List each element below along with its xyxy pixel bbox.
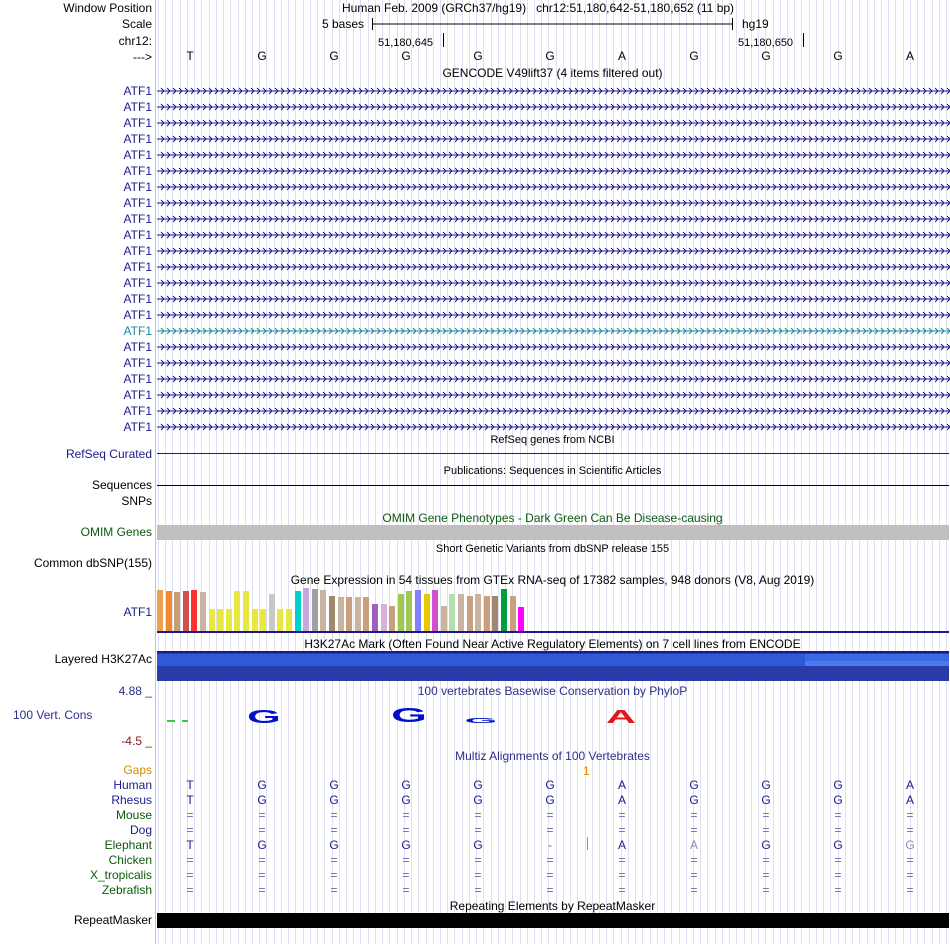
gencode-item-label[interactable]: ATF1 xyxy=(123,84,152,98)
gencode-transcript[interactable] xyxy=(157,294,949,304)
gencode-transcript[interactable] xyxy=(157,166,949,176)
gencode-transcript[interactable] xyxy=(157,134,949,144)
publications-title[interactable]: Publications: Sequences in Scientific Articles xyxy=(443,465,662,477)
scale-assembly: hg19 xyxy=(742,17,769,31)
alignment-base: T xyxy=(186,793,194,807)
species-label[interactable]: Zebrafish xyxy=(101,883,152,897)
alignment-base: = xyxy=(330,868,338,882)
alignment-base: = xyxy=(402,868,410,882)
cons-min-label: -4.5 _ xyxy=(121,734,152,748)
alignment-base: = xyxy=(834,853,842,867)
strand-label: ---> xyxy=(133,50,152,64)
gencode-item-label[interactable]: ATF1 xyxy=(123,308,152,322)
species-label[interactable]: Human xyxy=(113,778,152,792)
alignment-base: = xyxy=(618,853,626,867)
gencode-item-label[interactable]: ATF1 xyxy=(123,356,152,370)
gtex-label[interactable]: ATF1 xyxy=(123,605,152,619)
gtex-title[interactable]: Gene Expression in 54 tissues from GTEx RNA-seq of 17382 samples, 948 donors (V8, Aug 2019) xyxy=(290,573,815,587)
gtex-tissue-bar[interactable] xyxy=(174,592,180,631)
scale-label: Scale xyxy=(121,17,152,31)
refseq-label[interactable]: RefSeq Curated xyxy=(65,447,152,461)
gtex-tissue-bar[interactable] xyxy=(338,597,344,631)
reference-base: G xyxy=(545,49,555,63)
gtex-tissue-bar[interactable] xyxy=(518,607,524,631)
gtex-tissue-bar[interactable] xyxy=(389,606,395,631)
gtex-tissue-bar[interactable] xyxy=(406,591,412,631)
gencode-transcript[interactable] xyxy=(157,406,949,416)
alignment-base: G xyxy=(257,838,267,852)
alignment-base: G xyxy=(473,778,483,792)
alignment-base: = xyxy=(762,868,770,882)
alignment-base: = xyxy=(834,868,842,882)
cons-max-label: 4.88 _ xyxy=(118,684,152,698)
omim-label[interactable]: OMIM Genes xyxy=(80,525,152,539)
reference-base: G xyxy=(689,49,699,63)
alignment-base: = xyxy=(186,823,194,837)
species-label[interactable]: X_tropicalis xyxy=(89,868,152,882)
reference-base: G xyxy=(329,49,339,63)
alignment-base: = xyxy=(618,808,626,822)
alignment-base: G xyxy=(473,793,483,807)
gtex-tissue-bar[interactable] xyxy=(432,590,438,631)
gtex-tissue-bar[interactable] xyxy=(381,604,387,631)
alignment-base: = xyxy=(186,808,194,822)
elephant-gap-marker xyxy=(587,837,588,850)
alignment-base: T xyxy=(186,778,194,792)
repeatmasker-label[interactable]: RepeatMasker xyxy=(73,913,152,927)
gencode-transcript[interactable] xyxy=(157,422,949,432)
cons-tick-green-2 xyxy=(182,720,188,722)
gtex-tissue-bar[interactable] xyxy=(277,609,283,631)
cons-logo-a: A xyxy=(606,707,636,727)
gencode-title[interactable]: GENCODE V49lift37 (4 items filtered out) xyxy=(442,66,663,80)
alignment-base: = xyxy=(546,808,554,822)
gencode-transcript[interactable] xyxy=(157,246,949,256)
cons-title[interactable]: 100 vertebrates Basewise Conservation by PhyloP xyxy=(417,684,688,698)
alignment-base: T xyxy=(186,838,194,852)
publications-label[interactable]: Sequences xyxy=(91,478,152,492)
gencode-item-label[interactable]: ATF1 xyxy=(123,212,152,226)
gencode-transcript[interactable] xyxy=(157,358,949,368)
alignment-base: = xyxy=(546,883,554,897)
h3k27ac-signal[interactable] xyxy=(157,651,949,681)
reference-base: G xyxy=(401,49,411,63)
gtex-tissue-bar[interactable] xyxy=(243,591,249,631)
alignment-base: = xyxy=(546,868,554,882)
gencode-transcript[interactable] xyxy=(157,150,949,160)
alignment-base: = xyxy=(762,808,770,822)
repeatmasker-bar[interactable] xyxy=(157,913,949,928)
window-position-value: Human Feb. 2009 (GRCh37/hg19) chr12:51,180,642-51,180,652 (11 bp) xyxy=(342,1,735,15)
alignment-base: G xyxy=(401,793,411,807)
refseq-line[interactable] xyxy=(157,453,949,454)
alignment-base: G xyxy=(329,793,339,807)
alignment-base: = xyxy=(762,823,770,837)
species-label[interactable]: Dog xyxy=(129,823,152,837)
alignment-base: = xyxy=(186,868,194,882)
gtex-tissue-bar[interactable] xyxy=(320,590,326,631)
alignment-base: = xyxy=(906,868,914,882)
snps-label[interactable]: SNPs xyxy=(121,494,152,508)
alignment-base: = xyxy=(690,808,698,822)
alignment-base: - xyxy=(548,838,552,852)
gencode-transcript[interactable] xyxy=(157,118,949,128)
species-label[interactable]: Chicken xyxy=(108,853,152,867)
scale-bar xyxy=(372,17,734,31)
species-label[interactable]: Elephant xyxy=(104,838,152,852)
alignment-base: = xyxy=(402,883,410,897)
cons-logo-g2: G xyxy=(391,705,427,727)
gaps-label[interactable]: Gaps xyxy=(123,763,152,777)
multiz-title[interactable]: Multiz Alignments of 100 Vertebrates xyxy=(455,749,650,763)
alignment-base: = xyxy=(258,808,266,822)
species-label[interactable]: Mouse xyxy=(115,808,152,822)
coord-left: 51,180,645 xyxy=(378,37,434,49)
gencode-transcript[interactable] xyxy=(157,230,949,240)
gencode-transcript[interactable] xyxy=(157,214,949,224)
gencode-item-label[interactable]: ATF1 xyxy=(123,100,152,114)
alignment-base: G xyxy=(689,793,699,807)
h3k27ac-label[interactable]: Layered H3K27Ac xyxy=(54,652,152,666)
alignment-base: G xyxy=(545,793,555,807)
gtex-tissue-bar[interactable] xyxy=(475,594,481,631)
gap-count: 1 xyxy=(583,764,590,778)
alignment-base: = xyxy=(402,808,410,822)
reference-base: A xyxy=(617,49,626,63)
alignment-base: = xyxy=(618,868,626,882)
cons-tick-green xyxy=(167,720,175,722)
alignment-base: = xyxy=(474,853,482,867)
gencode-item-label[interactable]: ATF1 xyxy=(123,228,152,242)
alignment-base: G xyxy=(329,838,339,852)
cons-logo-g1: G xyxy=(247,707,281,727)
reference-base: G xyxy=(761,49,771,63)
gencode-transcript[interactable] xyxy=(157,310,949,320)
alignment-base: G xyxy=(833,793,843,807)
gtex-tissue-bar[interactable] xyxy=(217,609,223,631)
alignment-base: = xyxy=(834,808,842,822)
h3k27ac-title[interactable]: H3K27Ac Mark (Often Found Near Active Regulatory Elements) on 7 cell lines from ENCODE xyxy=(304,637,801,651)
gtex-tissue-bar[interactable] xyxy=(286,609,292,631)
gencode-item-label[interactable]: ATF1 xyxy=(123,404,152,418)
alignment-base: = xyxy=(402,853,410,867)
gtex-tissue-bar[interactable] xyxy=(191,590,197,631)
alignment-base: = xyxy=(906,883,914,897)
gtex-tissue-bar[interactable] xyxy=(183,591,189,631)
alignment-base: = xyxy=(258,853,266,867)
alignment-base: = xyxy=(906,808,914,822)
gtex-tissue-bar[interactable] xyxy=(372,604,378,631)
gencode-item-label[interactable]: ATF1 xyxy=(123,244,152,258)
gtex-tissue-bar[interactable] xyxy=(226,609,232,631)
gtex-tissue-bar[interactable] xyxy=(303,588,309,631)
alignment-base: = xyxy=(330,808,338,822)
alignment-base: = xyxy=(618,883,626,897)
alignment-base: G xyxy=(905,838,915,852)
alignment-base: = xyxy=(834,883,842,897)
repeatmasker-title[interactable]: Repeating Elements by RepeatMasker xyxy=(449,899,656,913)
alignment-base: = xyxy=(762,883,770,897)
dbsnp-title[interactable]: Short Genetic Variants from dbSNP release 155 xyxy=(435,543,670,555)
gtex-tissue-bar[interactable] xyxy=(355,597,361,631)
alignment-base: = xyxy=(834,823,842,837)
gtex-tissue-bar[interactable] xyxy=(329,596,335,631)
gtex-tissue-bar[interactable] xyxy=(312,589,318,631)
alignment-base: = xyxy=(690,823,698,837)
alignment-base: G xyxy=(833,838,843,852)
alignment-base: = xyxy=(762,853,770,867)
alignment-base: = xyxy=(546,823,554,837)
gtex-tissue-bar[interactable] xyxy=(424,594,430,631)
gencode-transcript[interactable] xyxy=(157,198,949,208)
alignment-base: = xyxy=(258,868,266,882)
gtex-tissue-bar[interactable] xyxy=(458,594,464,631)
alignment-base: = xyxy=(474,823,482,837)
gtex-tissue-bar[interactable] xyxy=(441,606,447,631)
gencode-item-label[interactable]: ATF1 xyxy=(123,164,152,178)
gtex-tissue-bar[interactable] xyxy=(252,609,258,631)
gencode-transcript[interactable] xyxy=(157,278,949,288)
alignment-base: G xyxy=(329,778,339,792)
gtex-tissue-bar[interactable] xyxy=(346,597,352,631)
alignment-base: G xyxy=(761,778,771,792)
scale-bases: 5 bases xyxy=(322,17,365,31)
alignment-base: = xyxy=(186,853,194,867)
publications-line[interactable] xyxy=(157,485,949,486)
gencode-item-label[interactable]: ATF1 xyxy=(123,276,152,290)
gencode-transcript[interactable] xyxy=(157,182,949,192)
coord-left-tick xyxy=(443,33,444,47)
gtex-tissue-bar[interactable] xyxy=(415,590,421,631)
cons-logo-g3: G xyxy=(464,718,498,724)
gencode-item-label[interactable]: ATF1 xyxy=(123,292,152,306)
gencode-transcript[interactable] xyxy=(157,326,949,336)
window-position-label: Window Position xyxy=(63,1,152,15)
alignment-base: = xyxy=(906,853,914,867)
gtex-tissue-bar[interactable] xyxy=(492,596,498,631)
alignment-base: = xyxy=(474,868,482,882)
alignment-base: A xyxy=(617,793,626,807)
alignment-base: G xyxy=(833,778,843,792)
alignment-base: = xyxy=(402,823,410,837)
dbsnp-label[interactable]: Common dbSNP(155) xyxy=(33,556,152,570)
gencode-transcript[interactable] xyxy=(157,374,949,384)
alignment-base: = xyxy=(330,853,338,867)
alignment-base: G xyxy=(473,838,483,852)
gencode-item-label[interactable]: ATF1 xyxy=(123,420,152,434)
reference-base: T xyxy=(186,49,194,63)
alignment-base: = xyxy=(690,883,698,897)
alignment-base: A xyxy=(689,838,698,852)
alignment-base: = xyxy=(546,853,554,867)
gtex-tissue-bar[interactable] xyxy=(484,596,490,631)
alignment-base: G xyxy=(401,778,411,792)
gencode-item-label[interactable]: ATF1 xyxy=(123,148,152,162)
alignment-base: A xyxy=(617,778,626,792)
gtex-tissue-bar[interactable] xyxy=(363,597,369,631)
alignment-base: G xyxy=(761,793,771,807)
alignment-base: = xyxy=(258,823,266,837)
gtex-tissue-bar[interactable] xyxy=(449,594,455,631)
gtex-tissue-bar[interactable] xyxy=(209,609,215,631)
alignment-base: = xyxy=(186,883,194,897)
gencode-transcript[interactable] xyxy=(157,342,949,352)
gencode-item-label[interactable]: ATF1 xyxy=(123,260,152,274)
gencode-item-label[interactable]: ATF1 xyxy=(123,180,152,194)
alignment-base: A xyxy=(617,838,626,852)
reference-base: G xyxy=(257,49,267,63)
alignment-base: G xyxy=(545,778,555,792)
gtex-tissue-bar[interactable] xyxy=(234,591,240,631)
alignment-base: = xyxy=(330,883,338,897)
gtex-tissue-bar[interactable] xyxy=(510,596,516,631)
alignment-base: = xyxy=(258,883,266,897)
gencode-item-label[interactable]: ATF1 xyxy=(123,116,152,130)
reference-base: G xyxy=(473,49,483,63)
gtex-baseline xyxy=(157,631,949,633)
gtex-tissue-bar[interactable] xyxy=(269,594,275,631)
alignment-base: G xyxy=(257,793,267,807)
coord-right-tick xyxy=(803,33,804,47)
gencode-item-label[interactable]: ATF1 xyxy=(123,324,152,338)
gencode-item-label[interactable]: ATF1 xyxy=(123,372,152,386)
alignment-base: = xyxy=(474,808,482,822)
gtex-tissue-bar[interactable] xyxy=(260,609,266,631)
alignment-base: G xyxy=(761,838,771,852)
chrom-label: chr12: xyxy=(118,34,152,48)
gencode-transcript[interactable] xyxy=(157,262,949,272)
reference-base: G xyxy=(833,49,843,63)
alignment-base: = xyxy=(690,853,698,867)
omim-bar[interactable] xyxy=(157,525,949,540)
gencode-item-label[interactable]: ATF1 xyxy=(123,340,152,354)
gtex-tissue-bar[interactable] xyxy=(157,590,163,631)
cons-label[interactable]: 100 Vert. Cons xyxy=(13,708,93,722)
gencode-transcript[interactable] xyxy=(157,86,949,96)
gtex-tissue-bar[interactable] xyxy=(200,592,206,631)
gtex-tissue-bar[interactable] xyxy=(166,591,172,631)
species-label[interactable]: Rhesus xyxy=(111,793,152,807)
alignment-base: = xyxy=(330,823,338,837)
alignment-base: = xyxy=(474,883,482,897)
gtex-tissue-bar[interactable] xyxy=(467,596,473,631)
gtex-tissue-bar[interactable] xyxy=(501,589,507,631)
alignment-base: G xyxy=(689,778,699,792)
alignment-base: A xyxy=(905,778,914,792)
alignment-base: G xyxy=(257,778,267,792)
gencode-item-label[interactable]: ATF1 xyxy=(123,132,152,146)
alignment-base: = xyxy=(618,823,626,837)
gencode-item-label[interactable]: ATF1 xyxy=(123,388,152,402)
alignment-base: = xyxy=(906,823,914,837)
alignment-base: = xyxy=(690,868,698,882)
gencode-transcript[interactable] xyxy=(157,390,949,400)
reference-base: A xyxy=(905,49,914,63)
gencode-transcript[interactable] xyxy=(157,102,949,112)
alignment-base: A xyxy=(905,793,914,807)
alignment-base: G xyxy=(401,838,411,852)
refseq-title[interactable]: RefSeq genes from NCBI xyxy=(490,434,615,446)
gtex-tissue-bar[interactable] xyxy=(398,594,404,631)
omim-title[interactable]: OMIM Gene Phenotypes - Dark Green Can Be Disease-causing xyxy=(382,511,723,525)
coord-right: 51,180,650 xyxy=(738,37,794,49)
gtex-tissue-bar[interactable] xyxy=(295,591,301,631)
gencode-item-label[interactable]: ATF1 xyxy=(123,196,152,210)
